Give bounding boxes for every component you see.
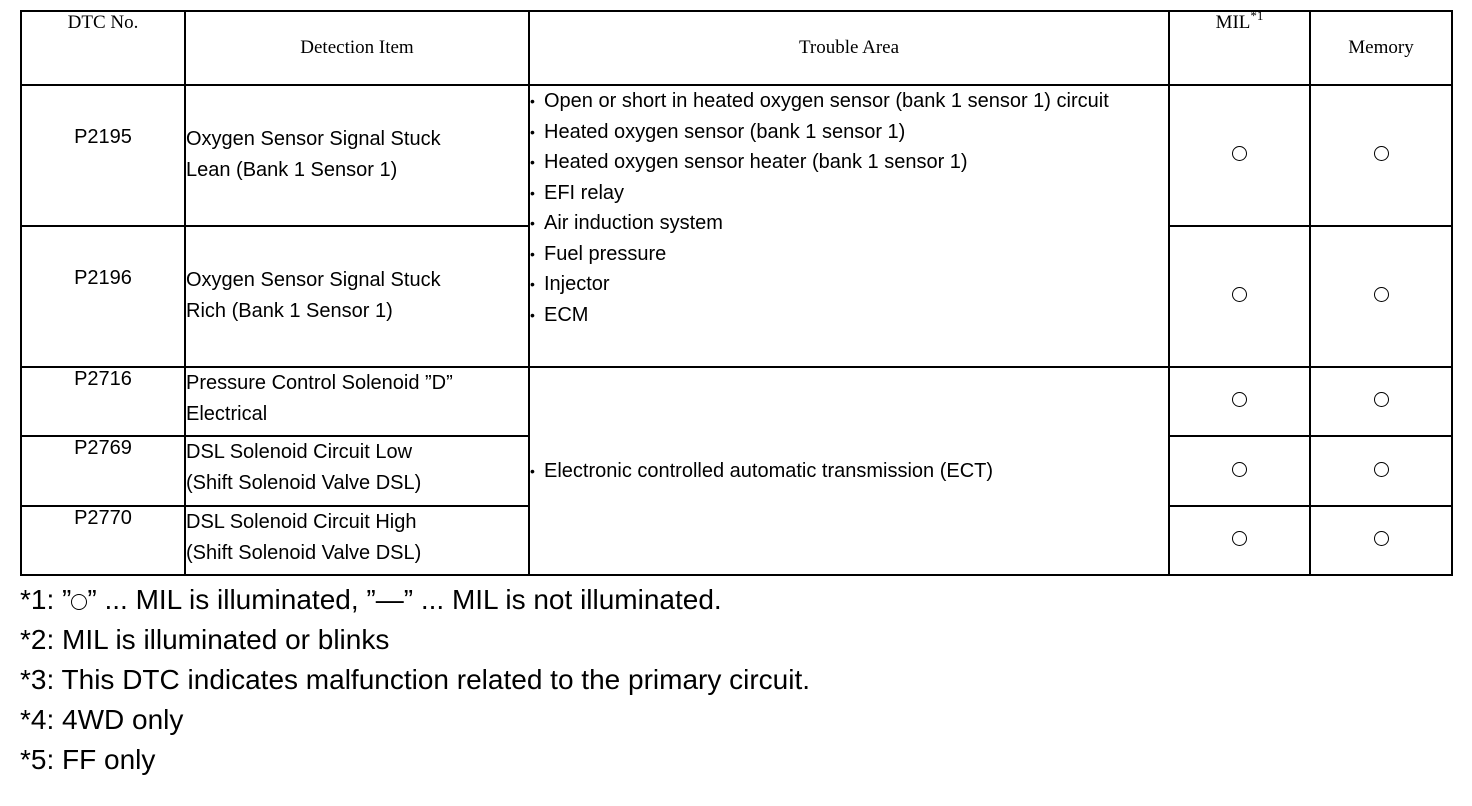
footnote-2: *2: MIL is illuminated or blinks (20, 624, 390, 655)
mil-cell (1169, 85, 1310, 226)
detection-item-line: DSL Solenoid Circuit Low (186, 441, 413, 463)
trouble-area-bullet: • Air induction system (530, 208, 1168, 239)
table-row (21, 85, 1452, 226)
header-mil (1169, 8, 1310, 85)
trouble-area-text: Injector (544, 273, 610, 295)
detection-item-line: (Shift Solenoid Valve DSL) (186, 542, 422, 564)
mil-cell (1169, 367, 1310, 436)
mil-cell (1169, 506, 1310, 575)
circle-icon (1374, 287, 1389, 302)
header-dtc-no: DTC No. (21, 11, 185, 85)
memory-cell (1310, 367, 1452, 436)
memory-cell (1310, 506, 1452, 575)
detection-item-line: Pressure Control Solenoid ”D” (186, 372, 453, 394)
circle-icon (1232, 531, 1247, 546)
header-trouble-area: Trouble Area (529, 11, 1169, 85)
trouble-area-bullet: • Electronic controlled automatic transmission (ECT) (530, 456, 1168, 487)
circle-icon (1374, 146, 1389, 161)
memory-cell (1310, 226, 1452, 367)
trouble-area-bullet: • EFI relay (530, 178, 1168, 209)
header-memory: Memory (1310, 11, 1452, 85)
trouble-area-o2 (529, 85, 1169, 367)
trouble-area-bullet: • ECM (530, 300, 1168, 331)
footnote-3: *3: This DTC indicates malfunction related to the primary circuit. (20, 664, 811, 695)
circle-icon (1232, 392, 1247, 407)
detection-item (185, 506, 529, 575)
trouble-area-bullet: • Heated oxygen sensor (bank 1 sensor 1) (530, 117, 1168, 148)
dtc-code: P2196 (21, 226, 185, 367)
trouble-area-bullet: • Fuel pressure (530, 239, 1168, 270)
circle-icon (71, 594, 87, 610)
footnote-1 (20, 580, 810, 620)
footnote-1-suffix: ” ... MIL is illuminated, ”—” ... MIL is not illuminated. (87, 584, 722, 615)
dtc-code: P2769 (21, 436, 185, 506)
trouble-area-text: Fuel pressure (544, 242, 667, 265)
footnote-4: *4: 4WD only (20, 704, 184, 735)
circle-icon (1374, 531, 1389, 546)
table-row (21, 367, 1452, 436)
trouble-area-text: Heated oxygen sensor heater (bank 1 sensor 1) (544, 151, 968, 173)
trouble-area-ect (529, 367, 1169, 575)
trouble-area-text: ECM (544, 303, 589, 326)
detection-item-line: (Shift Solenoid Valve DSL) (186, 472, 422, 494)
circle-icon (1232, 287, 1247, 302)
trouble-area-bullet: • Heated oxygen sensor heater (bank 1 sensor 1) (530, 147, 1168, 178)
header-detection-item: Detection Item (185, 11, 529, 85)
dtc-table (20, 10, 1453, 576)
header-mil-label: MIL (1215, 12, 1251, 33)
trouble-area-text: Heated oxygen sensor (bank 1 sensor 1) (544, 120, 906, 143)
detection-item (185, 436, 529, 506)
circle-icon (1374, 462, 1389, 477)
detection-item-line: DSL Solenoid Circuit High (186, 511, 417, 533)
mil-cell (1169, 436, 1310, 506)
detection-item-line: Oxygen Sensor Signal Stuck (186, 128, 441, 150)
trouble-area-text: EFI relay (544, 181, 625, 204)
detection-item-line: Electrical (186, 403, 268, 425)
mil-cell (1169, 226, 1310, 367)
header-mil-footnote: *1 (1250, 8, 1264, 23)
footnote-1-prefix: *1: ” (20, 584, 72, 615)
circle-icon (1232, 146, 1247, 161)
memory-cell (1310, 85, 1452, 226)
dtc-code: P2195 (21, 85, 185, 226)
detection-item-line: Oxygen Sensor Signal Stuck (186, 269, 441, 291)
dtc-code: P2716 (21, 367, 185, 436)
dtc-code: P2770 (21, 506, 185, 575)
trouble-area-bullet: • Injector (530, 269, 1168, 300)
circle-icon (1374, 392, 1389, 407)
footnotes (20, 580, 810, 780)
detection-item-line: Rich (Bank 1 Sensor 1) (186, 300, 393, 322)
detection-item (185, 85, 529, 226)
trouble-area-text: Air induction system (544, 212, 723, 234)
circle-icon (1232, 462, 1247, 477)
trouble-area-text: Electronic controlled automatic transmission (ECT) (544, 459, 994, 482)
footnote-5: *5: FF only (20, 744, 156, 775)
detection-item (185, 367, 529, 436)
detection-item (185, 226, 529, 367)
trouble-area-bullet: • Open or short in heated oxygen sensor (bank 1 sensor 1) circuit (530, 86, 1168, 117)
memory-cell (1310, 436, 1452, 506)
trouble-area-text: Open or short in heated oxygen sensor (bank 1 sensor 1) circuit (544, 90, 1109, 112)
table-header-row (21, 11, 1452, 85)
detection-item-line: Lean (Bank 1 Sensor 1) (186, 159, 398, 181)
